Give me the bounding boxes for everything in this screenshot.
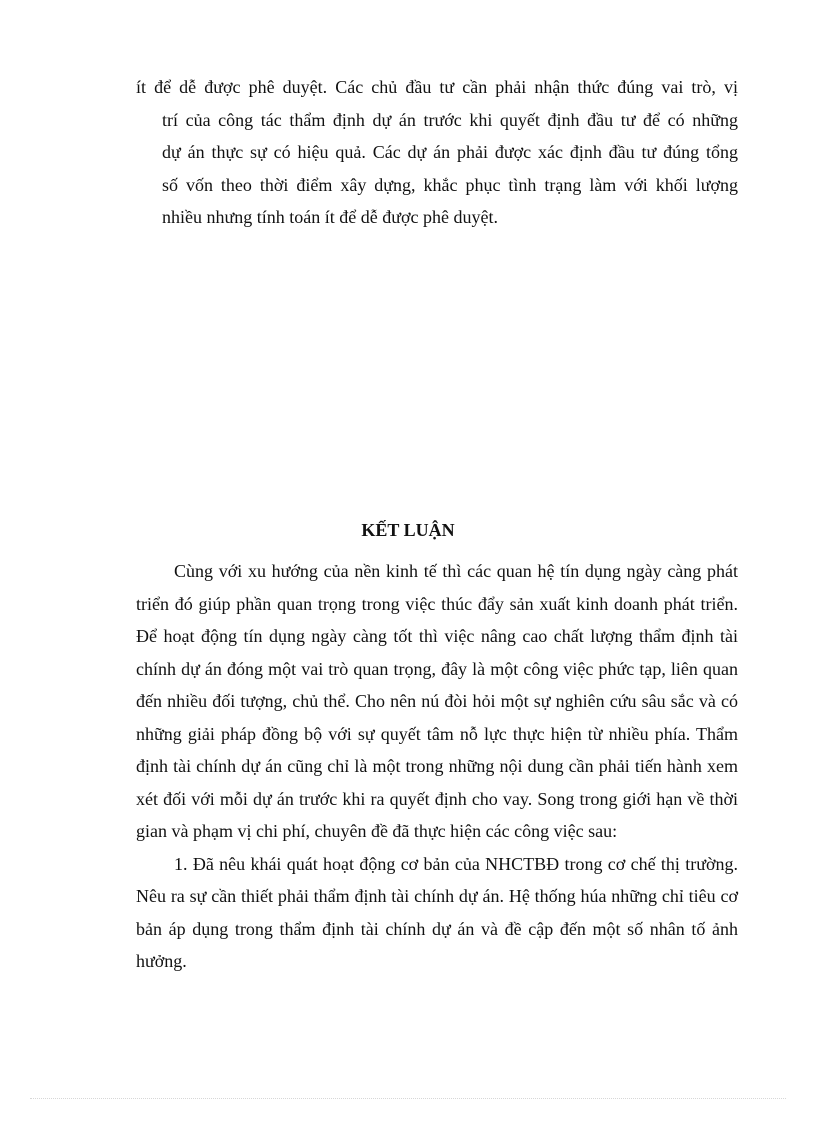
text-line: nhiều nhưng tính toán ít để dễ được phê duyệt. [162,207,498,227]
text-line: số vốn theo thời điểm xây dựng, khắc phục tình trạng làm với khối lượng [162,174,738,195]
page-bottom-divider [30,1098,786,1099]
text-line: ít để dễ được phê duyệt. Các chủ đầu tư cần phải nhận thức đúng vai trò, vị [136,77,738,97]
conclusion-body [136,555,738,978]
text-line: trí của công tác thẩm định dự án trước khi quyết định đầu tư để có những [162,109,738,130]
text-line: dự án thực sự có hiệu quả. Các dự án phải được xác định đầu tư đúng tổng [162,142,738,162]
continued-paragraph [0,71,738,234]
paragraph: 1. Đã nêu khái quát hoạt động cơ bản của NHCTBĐ trong cơ chế thị trường. Nêu ra sự cần thiết phải thẩm định tài chính dự án. Hệ thống húa những chỉ tiêu cơ bản áp dụng trong thẩm định tài chính dự án và đề cập đến một số nhân tố ảnh hưởng. [136,853,738,971]
section-title: KẾT LUẬN [361,520,455,540]
paragraph: Cùng với xu hướng của nền kinh tế thì các quan hệ tín dụng ngày càng phát triển đó giúp phần quan trọng trong việc thúc đẩy sản xuất kinh doanh phát triển. Để hoạt động tín dụng ngày càng tốt thì việc nâng cao chất lượng thẩm định tài chính dự án đóng một vai trò quan trọng, đây là một công việc phức tạp, liên quan đến nhiều đối tượng, chủ thể. Cho nên nú đòi hỏi một sự nghiên cứu sâu sắc và có những giải pháp đồng bộ với sự quyết tâm nỗ lực thực hiện từ nhiều phía. Thẩm định tài chính dự án cũng chỉ là một trong những nội dung cần phải tiến hành xem xét đối với mỗi dự án trước khi ra quyết định cho vay. Song trong giới hạn về thời gian và phạm vị chi phí, chuyên đề đã thực hiện các công việc sau: [136,561,738,841]
